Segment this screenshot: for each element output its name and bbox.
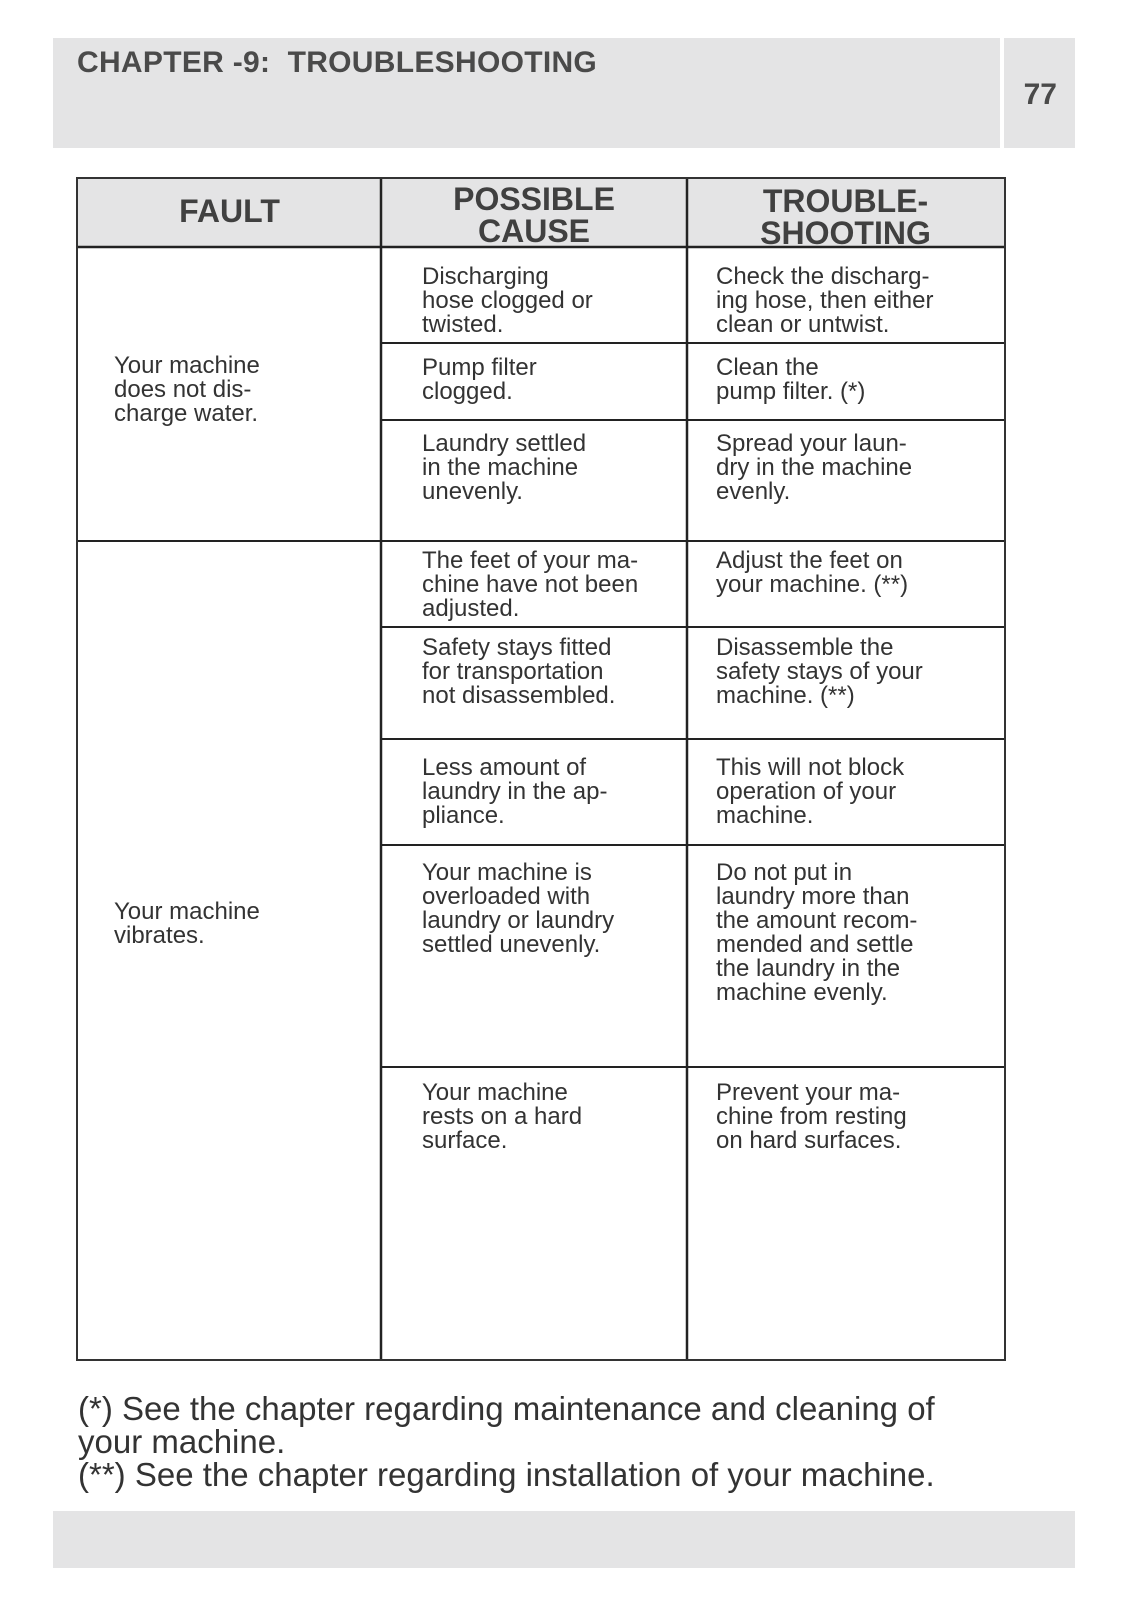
footer-bar <box>53 1511 1075 1568</box>
header-possible-cause-line2: CAUSE <box>477 213 590 249</box>
fix-cell: Prevent your ma- chine from resting on hard surfaces. <box>716 1079 907 1154</box>
fix-cell: Spread your laun- dry in the machine evenly. <box>716 430 913 505</box>
header-troubleshooting-line2: SHOOTING <box>760 215 931 251</box>
footnotes <box>78 1392 1078 1491</box>
header-possible-cause-line1: POSSIBLE <box>453 181 615 217</box>
fix-cell: Disassemble the safety stays of your machine. (**) <box>716 634 923 709</box>
cause-cell: Your machine is overloaded with laundry or laundry settled unevenly. <box>422 859 615 958</box>
footnote-maintenance-line1: (*) See the chapter regarding maintenance and cleaning of <box>78 1390 935 1427</box>
cause-cell: Discharging hose clogged or twisted. <box>422 263 593 338</box>
cause-cell: The feet of your ma- chine have not been adjusted. <box>422 547 639 622</box>
header-troubleshooting-line1: TROUBLE- <box>762 183 929 219</box>
chapter-title: CHAPTER -9: TROUBLESHOOTING <box>77 46 598 79</box>
fix-cell: Clean the pump filter. (*) <box>716 354 866 405</box>
header-troubleshooting <box>687 185 1004 249</box>
fix-cell: Adjust the feet on your machine. (**) <box>716 547 909 598</box>
fix-cell: This will not block operation of your machine. <box>716 754 905 829</box>
chapter-header <box>53 38 1000 148</box>
footnote-installation: (**) See the chapter regarding installation of your machine. <box>78 1456 935 1493</box>
cause-cell: Less amount of laundry in the ap- pliance. <box>422 754 608 829</box>
page-number: 77 <box>1023 78 1057 111</box>
cause-cell: Safety stays fitted for transportation not disassembled. <box>422 634 616 709</box>
fix-cell: Do not put in laundry more than the amount recom- mended and settle the laundry in the machine evenly. <box>716 859 918 1006</box>
fix-cell: Check the discharg- ing hose, then either clean or untwist. <box>716 263 934 338</box>
fault-no-discharge: Your machine does not dis- charge water. <box>114 352 260 427</box>
header-fault: FAULT <box>179 193 280 229</box>
page-number-box <box>1004 38 1075 148</box>
footnote-maintenance-line2: your machine. <box>78 1423 286 1460</box>
fault-vibrates: Your machine vibrates. <box>114 898 260 949</box>
header-possible-cause <box>381 183 687 247</box>
troubleshooting-table <box>76 177 1006 1361</box>
cause-cell: Pump filter clogged. <box>422 354 537 405</box>
cause-cell: Laundry settled in the machine unevenly. <box>422 430 587 505</box>
cause-cell: Your machine rests on a hard surface. <box>422 1079 583 1154</box>
